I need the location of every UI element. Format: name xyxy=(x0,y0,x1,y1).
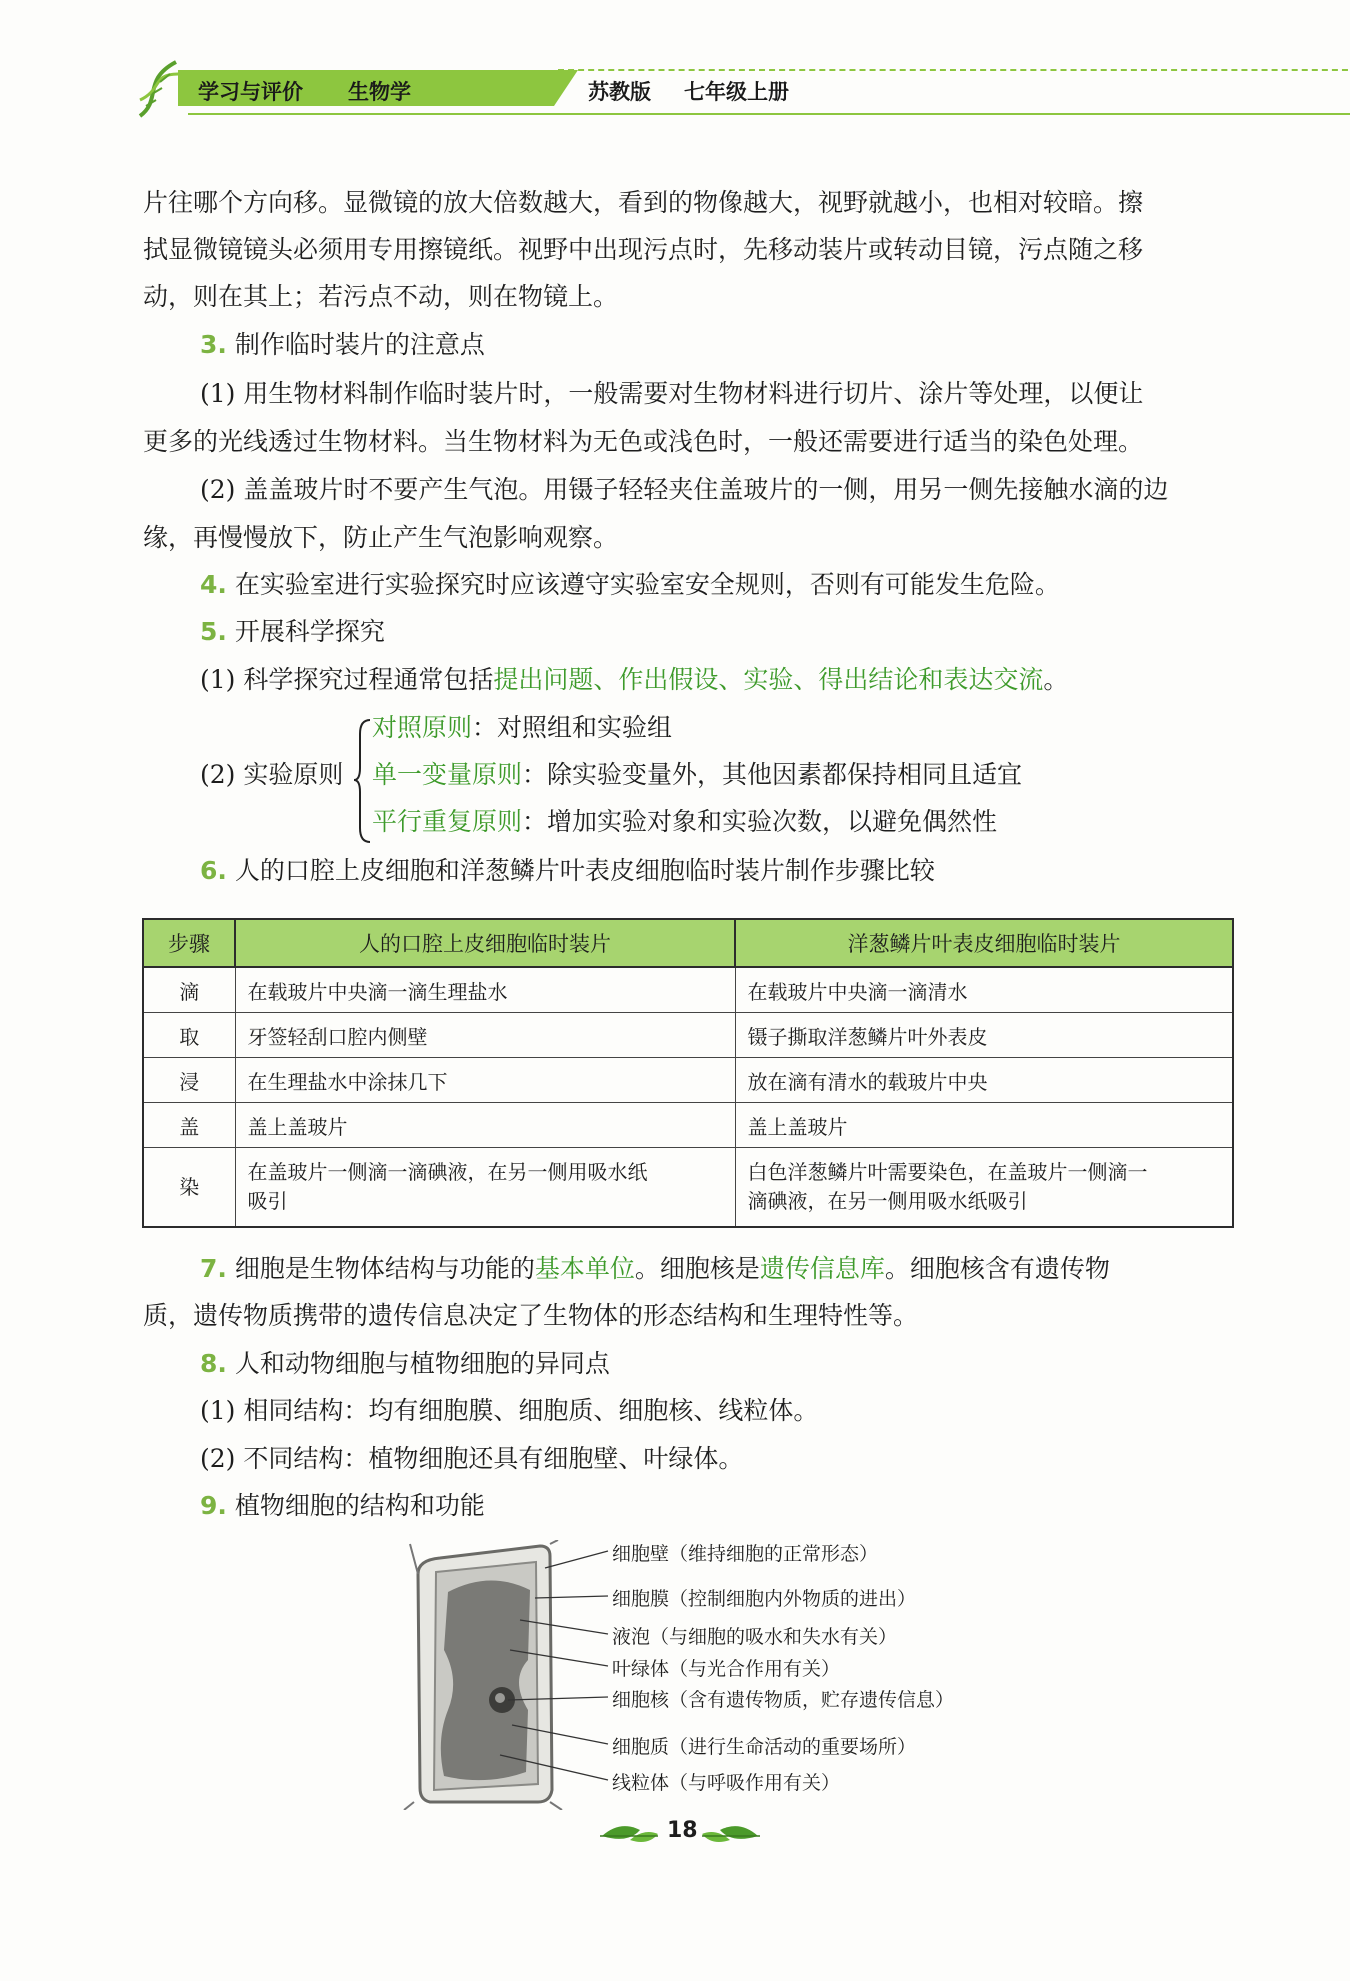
label-cell-membrane: 细胞膜（控制细胞内外物质的进出） xyxy=(612,1588,917,1610)
header-onion: 洋葱鳞片叶表皮细胞临时装片 xyxy=(735,919,1233,967)
section-9-heading xyxy=(200,1483,485,1529)
book-title: 学习与评价 xyxy=(198,80,303,104)
cell-line: 白色洋葱鳞片叶需要染色，在盖玻片一侧滴一 xyxy=(747,1160,1148,1184)
page-header xyxy=(128,58,1228,120)
s8-p1: (1) 相同结构：均有细胞膜、细胞质、细胞核、线粒体。 xyxy=(200,1396,819,1425)
s3-p2-line-2: 缘，再慢慢放下，防止产生气泡影响观察。 xyxy=(143,523,619,552)
subject-name: 生物学 xyxy=(348,80,411,104)
onion-cell xyxy=(735,1148,1233,1228)
label-cytoplasm: 细胞质（进行生命活动的重要场所） xyxy=(612,1736,917,1758)
comparison-table xyxy=(142,918,1234,1228)
s3-p1-line-1: (1) 用生物材料制作临时装片时，一般需要对生物材料进行切片、涂片等处理，以便让 xyxy=(200,379,1144,408)
principle-name: 对照原则 xyxy=(372,713,473,742)
brace-icon xyxy=(352,716,374,846)
header-underline xyxy=(188,113,1350,115)
section-8-heading xyxy=(200,1341,610,1387)
principle-name: 平行重复原则 xyxy=(372,807,523,836)
human-cell xyxy=(235,1148,735,1228)
leaf-right-icon xyxy=(700,1818,760,1848)
label-chloroplast: 叶绿体（与光合作用有关） xyxy=(612,1658,841,1680)
principle-desc: ：对照组和实验组 xyxy=(472,713,673,742)
human-cell: 在生理盐水中涂抹几下 xyxy=(235,1058,735,1103)
section-number: 5. xyxy=(200,617,227,646)
principle-2 xyxy=(372,752,1022,798)
section-title: 制作临时装片的注意点 xyxy=(234,330,485,359)
step-cell: 浸 xyxy=(143,1058,235,1103)
header-dash-line xyxy=(558,69,1350,71)
principle-3 xyxy=(372,799,997,845)
cell-line: 在盖玻片一侧滴一滴碘液，在另一侧用吸水纸 xyxy=(247,1160,648,1184)
step-cell: 取 xyxy=(143,1013,235,1058)
label-cell-wall: 细胞壁（维持细胞的正常形态） xyxy=(612,1543,879,1565)
page-footer xyxy=(600,1812,760,1852)
section-7-line-1 xyxy=(200,1246,1110,1292)
step-cell: 滴 xyxy=(143,967,235,1013)
intro-line-3: 动，则在其上；若污点不动，则在物镜上。 xyxy=(143,282,619,311)
label-vacuole: 液泡（与细胞的吸水和失水有关） xyxy=(612,1626,898,1648)
section-7-line-2: 质，遗传物质携带的遗传信息决定了生物体的形态结构和生理特性等。 xyxy=(143,1301,919,1330)
label-nucleus: 细胞核（含有遗传物质，贮存遗传信息） xyxy=(612,1689,955,1711)
s3-p2-line-1: (2) 盖盖玻片时不要产生气泡。用镊子轻轻夹住盖玻片的一侧，用另一侧先接触水滴的边 xyxy=(200,475,1169,504)
genetic-library: 遗传信息库 xyxy=(759,1254,885,1283)
section-text: 在实验室进行实验探究时应该遵守实验室安全规则，否则有可能发生危险。 xyxy=(234,570,1060,599)
s5-p1-suffix: 。 xyxy=(1043,665,1069,694)
human-cell: 在载玻片中央滴一滴生理盐水 xyxy=(235,967,735,1013)
onion-cell: 放在滴有清水的载玻片中央 xyxy=(735,1058,1233,1103)
human-cell: 盖上盖玻片 xyxy=(235,1103,735,1148)
section-title: 植物细胞的结构和功能 xyxy=(234,1491,485,1520)
step-cell: 染 xyxy=(143,1148,235,1228)
human-cell: 牙签轻刮口腔内侧壁 xyxy=(235,1013,735,1058)
cell-line: 吸引 xyxy=(247,1189,288,1213)
section-4-heading xyxy=(200,562,1060,608)
plant-cell-image xyxy=(404,1540,562,1810)
leaf-left-icon xyxy=(600,1818,660,1848)
inquiry-steps: 提出问题、作出假设、实验、得出结论和表达交流 xyxy=(493,665,1044,694)
dna-icon xyxy=(132,60,184,118)
onion-cell: 盖上盖玻片 xyxy=(735,1103,1233,1148)
step-cell: 盖 xyxy=(143,1103,235,1148)
onion-cell: 镊子撕取洋葱鳞片叶外表皮 xyxy=(735,1013,1233,1058)
s8-p2: (2) 不同结构：植物细胞还具有细胞壁、叶绿体。 xyxy=(200,1444,744,1473)
section-number: 7. xyxy=(200,1254,227,1283)
intro-line-2: 拭显微镜镜头必须用专用擦镜纸。视野中出现污点时，先移动装片或转动目镜，污点随之移 xyxy=(143,235,1144,264)
header-human: 人的口腔上皮细胞临时装片 xyxy=(235,919,735,967)
section-5-heading xyxy=(200,609,385,655)
section-number: 9. xyxy=(200,1491,227,1520)
s7-text-b: 。细胞核是 xyxy=(634,1254,760,1283)
section-6-heading xyxy=(200,848,935,894)
intro-line-1: 片往哪个方向移。显微镜的放大倍数越大，看到的物像越大，视野就越小，也相对较暗。擦 xyxy=(143,188,1144,217)
section-number: 6. xyxy=(200,856,227,885)
section-number: 4. xyxy=(200,570,227,599)
page-number: 18 xyxy=(667,1818,698,1843)
table-row xyxy=(143,1148,1233,1228)
principle-desc: ：除实验变量外，其他因素都保持相同且适宜 xyxy=(522,760,1023,789)
s3-p1-line-2: 更多的光线透过生物材料。当生物材料为无色或浅色时，一般还需要进行适当的染色处理。 xyxy=(143,427,1144,456)
s7-text-c: 。细胞核含有遗传物 xyxy=(884,1254,1110,1283)
header-step: 步骤 xyxy=(143,919,235,967)
s5-p1-prefix: (1) 科学探究过程通常包括 xyxy=(200,665,494,694)
grade-name: 七年级上册 xyxy=(684,80,789,104)
section-title: 人和动物细胞与植物细胞的异同点 xyxy=(234,1349,610,1378)
edition-name: 苏教版 xyxy=(588,80,651,104)
table-row xyxy=(143,1103,1233,1148)
section-number: 8. xyxy=(200,1349,227,1378)
basic-unit: 基本单位 xyxy=(534,1254,635,1283)
s5-p1 xyxy=(200,657,1068,703)
table-row xyxy=(143,967,1233,1013)
principle-1 xyxy=(372,705,672,751)
section-number: 3. xyxy=(200,330,227,359)
table-row xyxy=(143,1013,1233,1058)
table-row xyxy=(143,1058,1233,1103)
onion-cell: 在载玻片中央滴一滴清水 xyxy=(735,967,1233,1013)
principles-label: (2) 实验原则 xyxy=(200,760,344,789)
principle-desc: ：增加实验对象和实验次数，以避免偶然性 xyxy=(522,807,998,836)
s7-text-a: 细胞是生物体结构与功能的 xyxy=(234,1254,535,1283)
label-mitochondria: 线粒体（与呼吸作用有关） xyxy=(612,1772,841,1794)
section-title: 开展科学探究 xyxy=(234,617,385,646)
section-title: 人的口腔上皮细胞和洋葱鳞片叶表皮细胞临时装片制作步骤比较 xyxy=(234,856,935,885)
table-header-row xyxy=(143,919,1233,967)
principle-name: 单一变量原则 xyxy=(372,760,523,789)
cell-line: 滴碘液，在另一侧用吸水纸吸引 xyxy=(747,1189,1028,1213)
section-3-heading xyxy=(200,322,485,368)
